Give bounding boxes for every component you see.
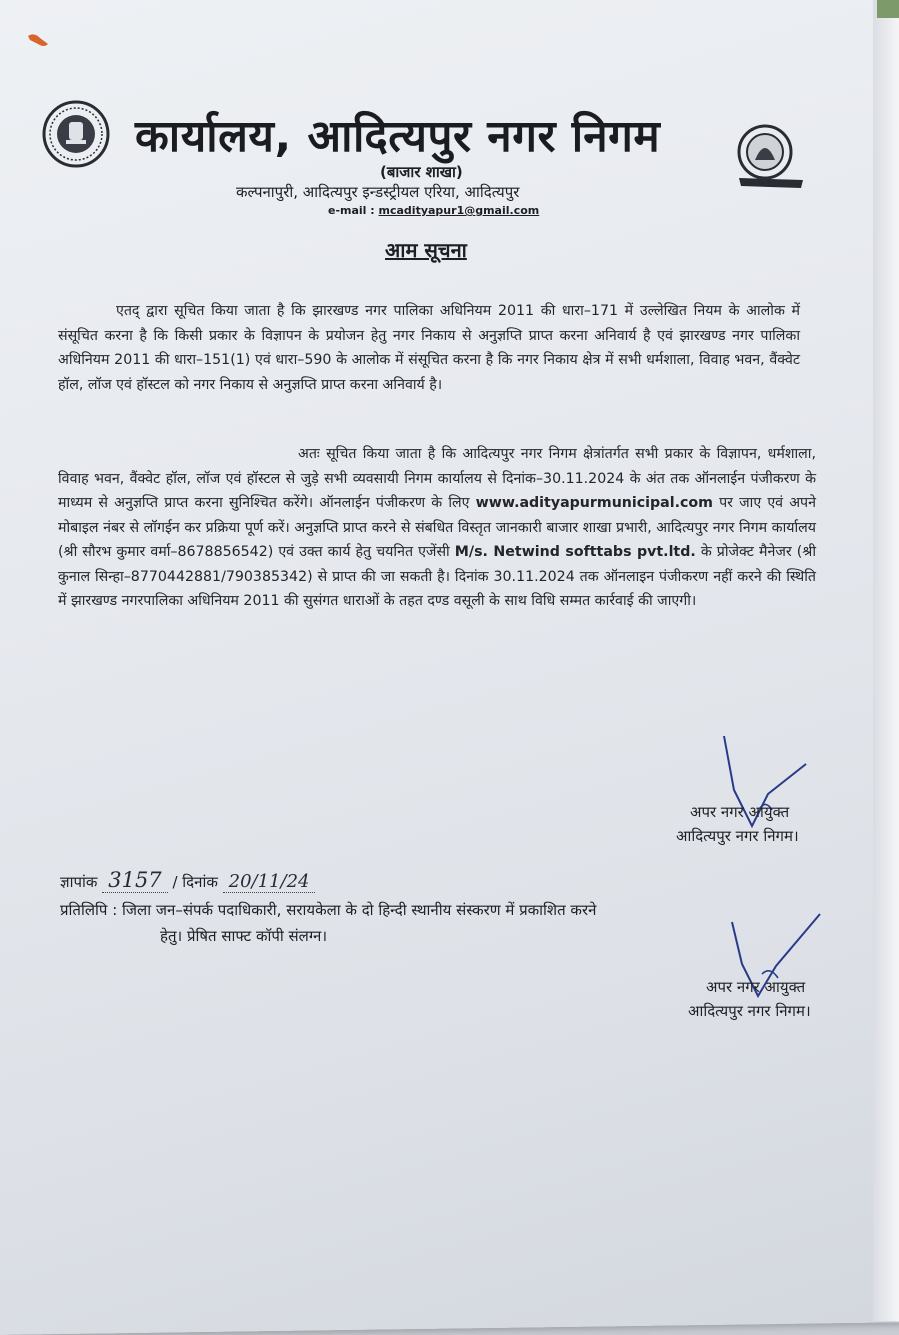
paragraph-2-text-c: के प्रोजेक्ट मैनेजर (श्री कुनाल सिन्हा–8770442881/790385342) से प्राप्त की जा सकती है। दिनांक 30.11.2024 तक ऑनलाइन पंजीकरण नहीं करने की स्थिति में झारखण्ड नगरपालिका अधिनियम 2011 की सुसंगत धाराओं के तहत दण्ड वसूली के साथ विधि सम्मत कार्रवाई की जाएगी। — [58, 544, 816, 610]
state-emblem-icon — [42, 100, 110, 168]
office-title: कार्यालय, आदित्यपुर नगर निगम — [135, 111, 661, 162]
memo-number: 3157 — [102, 868, 167, 893]
website-url[interactable]: www.adityapurmunicipal.com — [475, 495, 713, 512]
copy-to-line-1: प्रतिलिपि : जिला जन–संपर्क पदाधिकारी, सरायकेला के दो हिन्दी स्थानीय संस्करण में प्रकाशित करने — [60, 901, 597, 919]
branch-name: (बाजार शाखा) — [380, 163, 463, 181]
signature-block-1 — [676, 800, 799, 848]
email-address[interactable]: mcadityapur1@gmail.com — [378, 204, 540, 217]
signature-block-2 — [688, 975, 811, 1023]
email-line — [328, 204, 539, 217]
signatory-office-1: आदित्यपुर नगर निगम। — [676, 827, 799, 845]
signatory-office-2: आदित्यपुर नगर निगम। — [688, 1002, 811, 1020]
paragraph-2-text-b: पर जाए एवं अपने मोबाइल नंबर से लॉगईन कर प्रक्रिया पूर्ण करें। अनुज्ञप्ति प्राप्त करने से संबधित विस्तृत जानकारी बाजार शाखा प्रभारी, आदित्यपुर नगर निगम कार्यालय (श्री सौरभ कुमार वर्मा–8678856542) एवं उक्त कार्य हेतु चयनित एजेंसी — [58, 495, 816, 561]
staple-pin-icon — [26, 32, 50, 50]
email-label: e-mail : — [328, 204, 375, 217]
copy-to-line-2: हेतु। प्रेषित साफ्ट कॉपी संलग्न। — [160, 927, 328, 945]
memo-date: 20/11/24 — [223, 871, 316, 893]
office-address: कल्पनापुरी, आदित्यपुर इन्डस्ट्रीयल एरिया, आदित्यपुर — [236, 183, 520, 201]
signatory-designation-2: अपर नगर आयुक्त — [706, 978, 806, 996]
municipal-logo-icon — [733, 122, 807, 192]
date-label: / दिनांक — [172, 873, 218, 891]
background-corner — [877, 0, 899, 18]
signatory-designation-1: अपर नगर आयुक्त — [690, 803, 790, 821]
paper-edge — [873, 0, 899, 1321]
memo-label: ज्ञापांक — [60, 873, 98, 891]
notice-paragraph-2 — [58, 442, 816, 614]
notice-heading: आम सूचना — [385, 238, 467, 262]
paragraph-2-text-a: अतः सूचित किया जाता है कि आदित्यपुर नगर निगम क्षेत्रांतर्गत सभी प्रकार के विज्ञापन, धर्मशाला, विवाह भवन, वैंक्वेट हॉल, लॉज एवं हॉस्टल से जुड़े सभी व्यवसायी निगम कार्यालय से दिनांक–30.11.2024 के अंत तक ऑनलाईन पंजीकरण के माध्यम से अनुज्ञप्ति प्राप्त करना सुनिश्चित करेंगे। ऑनलाईन पंजीकरण के लिए — [58, 446, 816, 512]
reference-line — [60, 868, 315, 892]
notice-paragraph-1: एतद् द्वारा सूचित किया जाता है कि झारखण्ड नगर पालिका अधिनियम 2011 की धारा–171 में उल्लेखित नियम के आलोक में संसूचित करना है कि किसी प्रकार के विज्ञापन के प्रयोजन हेतु नगर निकाय से अनुज्ञप्ति प्राप्त करना अनिवार्य है एवं झारखण्ड नगर पालिका अधिनियम 2011 की धारा–151(1) एवं धारा–590 के आलोक में संसूचित करना है कि नगर निकाय क्षेत्र में सभी धर्मशाला, विवाह भवन, वैंक्वेट हॉल, लॉज एवं हॉस्टल को नगर निकाय से अनुज्ञप्ति प्राप्त करना अनिवार्य है। — [58, 303, 800, 393]
agency-name: M/s. Netwind softtabs pvt.ltd. — [454, 544, 696, 561]
